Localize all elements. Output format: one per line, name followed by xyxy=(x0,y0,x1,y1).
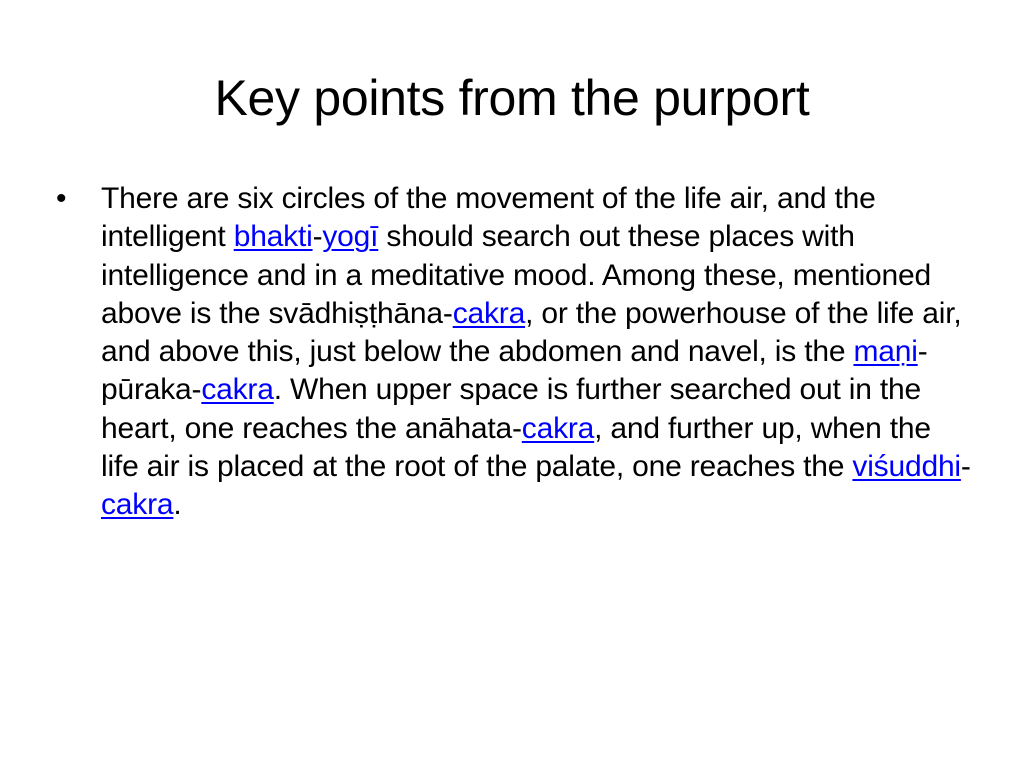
link-visuddhi[interactable]: viśuddhi xyxy=(852,450,961,484)
text-segment: - xyxy=(312,220,323,254)
link-yogi[interactable]: yogī xyxy=(322,220,379,254)
link-bhakti[interactable]: bhakti xyxy=(233,220,313,254)
text-segment: - xyxy=(960,450,971,484)
bullet-dot-icon: • xyxy=(56,182,67,215)
text-segment: -pūraka- xyxy=(101,335,928,407)
bullet-text xyxy=(101,182,971,521)
text-segment: . xyxy=(173,488,182,522)
bullet-item xyxy=(56,180,976,525)
link-cakra-4[interactable]: cakra xyxy=(101,488,174,522)
text-segment: should search out these places with intelligence and in a meditative mood. Among these, mentioned above is the svādhiṣṭhāna- xyxy=(101,220,931,330)
text-segment: . When upper space is further searched out in the heart, one reaches the anāhata- xyxy=(101,373,921,445)
slide-title: Key points from the purport xyxy=(214,70,810,126)
text-segment: , and further up, when the life air is placed at the root of the palate, one reaches the xyxy=(101,411,931,484)
text-segment: There are six circles of the movement of the life air, and the intelligent xyxy=(101,182,876,254)
text-segment: , or the powerhouse of the life air, and above this, just below the abdomen and navel, is the xyxy=(101,296,962,369)
link-cakra-1[interactable]: cakra xyxy=(452,296,526,330)
link-mani[interactable]: maṇi xyxy=(853,335,918,369)
link-cakra-3[interactable]: cakra xyxy=(521,411,595,445)
bullet-list xyxy=(56,180,976,525)
link-cakra-2[interactable]: cakra xyxy=(201,373,274,407)
